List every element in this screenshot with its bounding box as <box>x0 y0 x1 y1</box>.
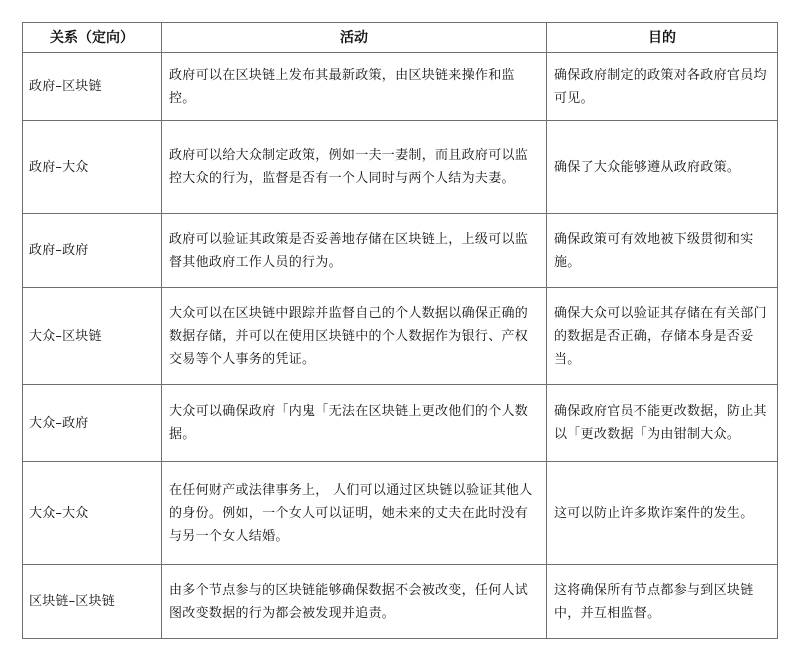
table-row <box>23 53 778 121</box>
header-purpose: 目的 <box>547 23 778 53</box>
activity-cell: 政府可以在区块链上发布其最新政策，由区块链来操作和监控。 <box>162 53 547 121</box>
activity-cell: 在任何财产或法律事务上， 人们可以通过区块链以验证其他人的身份。例如，一个女人可以证明，她未来的丈夫在此时没有与另一个女人结婚。 <box>162 462 547 565</box>
relationship-table <box>22 22 778 639</box>
relation-cell: 政府–大众 <box>23 121 162 214</box>
relation-cell: 大众–大众 <box>23 462 162 565</box>
table-row <box>23 565 778 639</box>
relation-cell: 区块链–区块链 <box>23 565 162 639</box>
table-row <box>23 462 778 565</box>
purpose-cell: 这将确保所有节点都参与到区块链中，并互相监督。 <box>547 565 778 639</box>
purpose-cell: 确保政府官员不能更改数据，防止其以「更改数据「为由钳制大众。 <box>547 385 778 462</box>
table-row <box>23 385 778 462</box>
relation-cell: 大众–政府 <box>23 385 162 462</box>
activity-cell: 政府可以给大众制定政策，例如一夫一妻制，而且政府可以监控大众的行为，监督是否有一个人同时与两个人结为夫妻。 <box>162 121 547 214</box>
purpose-cell: 确保政府制定的政策对各政府官员均可见。 <box>547 53 778 121</box>
header-relation: 关系（定向） <box>23 23 162 53</box>
relation-cell: 政府–政府 <box>23 214 162 288</box>
table-row <box>23 121 778 214</box>
purpose-cell: 确保了大众能够遵从政府政策。 <box>547 121 778 214</box>
table-header-row <box>23 23 778 53</box>
header-activity: 活动 <box>162 23 547 53</box>
activity-cell: 政府可以验证其政策是否妥善地存储在区块链上，上级可以监督其他政府工作人员的行为。 <box>162 214 547 288</box>
purpose-cell: 这可以防止许多欺诈案件的发生。 <box>547 462 778 565</box>
purpose-cell: 确保政策可有效地被下级贯彻和实施。 <box>547 214 778 288</box>
activity-cell: 大众可以在区块链中跟踪并监督自己的个人数据以确保正确的数据存储，并可以在使用区块链中的个人数据作为银行、产权交易等个人事务的凭证。 <box>162 288 547 385</box>
relation-cell: 大众–区块链 <box>23 288 162 385</box>
table-row <box>23 288 778 385</box>
purpose-cell: 确保大众可以验证其存储在有关部门的数据是否正确，存储本身是否妥当。 <box>547 288 778 385</box>
table-row <box>23 214 778 288</box>
activity-cell: 大众可以确保政府「内鬼「无法在区块链上更改他们的个人数据。 <box>162 385 547 462</box>
relation-cell: 政府–区块链 <box>23 53 162 121</box>
activity-cell: 由多个节点参与的区块链能够确保数据不会被改变，任何人试图改变数据的行为都会被发现并追责。 <box>162 565 547 639</box>
